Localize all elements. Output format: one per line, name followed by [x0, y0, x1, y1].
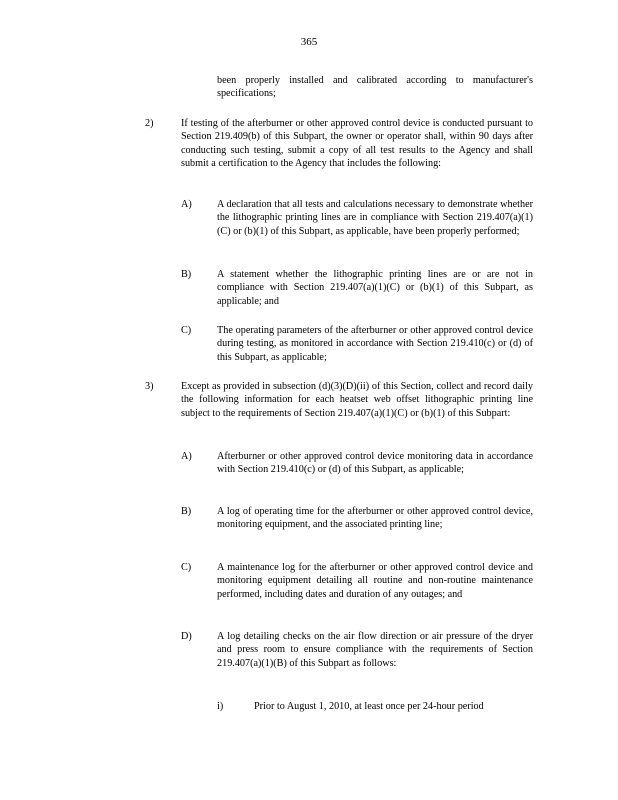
subitem-label-2b: B) [181, 269, 192, 280]
item-label-3: 3) [145, 381, 154, 392]
subitem-label-3c: C) [181, 562, 192, 573]
subitem-paragraph-2c: The operating parameters of the afterburner or other approved control device during testing, as monitored in accordance with Section 219.410(c) or (d) of this Subpart, as applicable; [217, 325, 533, 363]
subitem-paragraph-3a: Afterburner or other approved control device monitoring data in accordance with Section 219.410(c) or (d) of this Subpart, as applicable; [217, 451, 533, 476]
subsubitem-label-3d-i: i) [217, 701, 224, 712]
subitem-paragraph-3c: A maintenance log for the afterburner or other approved control device and monitoring equipment detailing all routine and non-routine maintenance performed, including dates and duration of any outages; and [217, 562, 533, 600]
subitem-label-3d: D) [181, 631, 192, 642]
item-label-2: 2) [145, 118, 154, 129]
subitem-paragraph-2a: A declaration that all tests and calculations necessary to demonstrate whether the lithographic printing lines are in compliance with Section 219.407(a)(1)(C) or (b)(1) of this Subpart, as applicable, have been properly performed; [217, 199, 533, 237]
subitem-label-2a: A) [181, 199, 192, 210]
subitem-paragraph-3d: A log detailing checks on the air flow direction or air pressure of the dryer and press room to ensure compliance with the requirements of Section 219.407(a)(1)(B) of this Subpart as follows: [217, 631, 533, 669]
subitem-label-3b: B) [181, 506, 192, 517]
subitem-paragraph-3b: A log of operating time for the afterburner or other approved control device, monitoring equipment, and the associated printing line; [217, 506, 533, 531]
subitem-label-2c: C) [181, 325, 192, 336]
item-paragraph-2: If testing of the afterburner or other approved control device is conducted pursuant to Section 219.409(b) of this Subpart, the owner or operator shall, within 90 days after conducting such testing, submit a copy of all test results to the Agency and shall submit a certification to the Agency that includes the following: [181, 118, 533, 170]
page-number: 365 [300, 36, 318, 48]
subitem-paragraph-2b: A statement whether the lithographic printing lines are or are not in compliance with Section 219.407(a)(1)(C) or (b)(1) of this Subpart, as applicable; and [217, 269, 533, 307]
item-paragraph-3: Except as provided in subsection (d)(3)(D)(ii) of this Section, collect and record daily the following information for each heatset web offset lithographic printing line subject to the requirements of Section 219.407(a)(1)(C) or (b)(1) of this Subpart: [181, 381, 533, 419]
continuation-paragraph: been properly installed and calibrated according to manufacturer's specifications; [217, 75, 533, 100]
subsubitem-paragraph-3d-i: Prior to August 1, 2010, at least once per 24-hour period [254, 701, 484, 712]
subitem-label-3a: A) [181, 451, 192, 462]
